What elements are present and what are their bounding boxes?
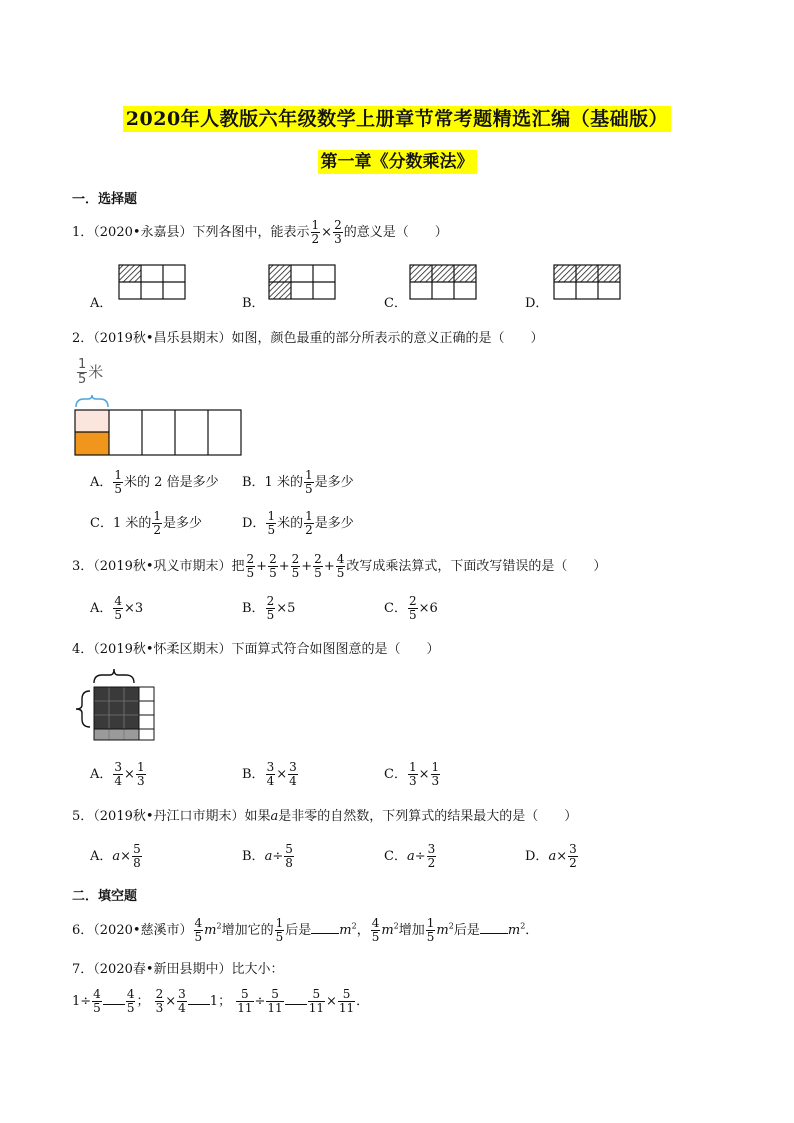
answer-blank[interactable] bbox=[285, 992, 307, 1005]
question-7: 7．（2020春•新田县期中）比大小： bbox=[72, 962, 284, 977]
q1-option-a-figure bbox=[118, 264, 186, 300]
answer-blank[interactable] bbox=[311, 921, 339, 934]
q7-comparisons: 1÷ $\frac{4}{5}$ $\frac{4}{5}$ ； $\frac{2}{3}$ × $\frac{3}{4}$ 1； $\frac{5}{11}$ ÷ $\frac{5}{11}$ $\frac{5}{11}$ × $\frac{5}{11}$ ． bbox=[72, 987, 370, 1015]
q5-option-d: D．a× $\frac{3}{2}$ bbox=[525, 842, 577, 870]
q2-bar-figure bbox=[74, 393, 244, 457]
q3-option-a: A． $\frac{4}{5}$ ×3 bbox=[90, 594, 144, 622]
section-choice-heading: 一．选择题 bbox=[72, 192, 138, 207]
q5-option-b: B．a÷ $\frac{5}{8}$ bbox=[242, 842, 293, 870]
q3-option-c: C． $\frac{2}{5}$ ×6 bbox=[384, 594, 438, 622]
q4-option-b: B． $\frac{3}{4}$ × $\frac{3}{4}$ bbox=[242, 760, 297, 788]
question-3: 3．（2019秋•巩义市期末）把 $\frac{2}{5}$ + $\frac{2}{5}$ + $\frac{2}{5}$ + $\frac{2}{5}$ + $\frac{4}{5}$ 改写成乘法算式，下面改写错误的是（ ） bbox=[72, 552, 607, 580]
page-title: 2020年人教版六年级数学上册章节常考题精选汇编（基础版） bbox=[0, 104, 794, 131]
fraction: $\frac{1}{2}$ bbox=[311, 218, 320, 246]
question-4: 4．（2019秋•怀柔区期末）下面算式符合如图图意的是（ ） bbox=[72, 642, 440, 657]
section-fill-heading: 二．填空题 bbox=[72, 889, 138, 904]
fraction: $\frac{2}{3}$ bbox=[334, 218, 342, 246]
q2-figure-label: $\frac{1}{5}$ 米 bbox=[78, 357, 104, 387]
q4-grid-figure bbox=[72, 667, 156, 745]
q4-option-a: A． $\frac{3}{4}$ × $\frac{1}{3}$ bbox=[90, 760, 145, 788]
q1-option-d-figure bbox=[553, 264, 621, 300]
q5-option-c: C．a÷ $\frac{3}{2}$ bbox=[384, 842, 436, 870]
chapter-subtitle: 第一章《分数乘法》 bbox=[0, 147, 794, 172]
q2-option-d: D． $\frac{1}{5}$ 米的 $\frac{1}{2}$ 是多少 bbox=[242, 509, 354, 537]
q2-option-c: C．1 米的 $\frac{1}{2}$ 是多少 bbox=[90, 509, 203, 537]
q5-option-a: A．a× $\frac{5}{8}$ bbox=[90, 842, 141, 870]
question-2: 2．（2019秋•昌乐县期末）如图，颜色最重的部分所表示的意义正确的是（ ） bbox=[72, 331, 544, 346]
answer-blank[interactable] bbox=[188, 992, 210, 1005]
q2-option-b: B．1 米的 $\frac{1}{5}$ 是多少 bbox=[242, 468, 354, 496]
q3-option-b: B． $\frac{2}{5}$ ×5 bbox=[242, 594, 296, 622]
q1-option-a-label: A． bbox=[90, 296, 113, 311]
q1-option-c-figure bbox=[409, 264, 477, 300]
question-6: 6．（2020•慈溪市） $\frac{4}{5}$ $m^2$增加它的 $\frac{1}{5}$ 后是 $m^2$， $\frac{4}{5}$ $m^2$增加 $\frac{1}{5}$ $m^2$后是 $m^2$． bbox=[72, 916, 539, 944]
q1-option-d-label: D． bbox=[525, 296, 549, 311]
q1-option-c-label: C． bbox=[384, 296, 407, 311]
q1-option-b-label: B． bbox=[242, 296, 265, 311]
q1-option-b-figure bbox=[268, 264, 336, 300]
answer-blank[interactable] bbox=[103, 992, 125, 1005]
answer-blank[interactable] bbox=[480, 921, 508, 934]
q2-option-a: A． $\frac{1}{5}$ 米的 2 倍是多少 bbox=[90, 468, 219, 496]
q4-option-c: C． $\frac{1}{3}$ × $\frac{1}{3}$ bbox=[384, 760, 440, 788]
question-1: 1．（2020•永嘉县）下列各图中，能表示 $\frac{1}{2}$ × $\frac{2}{3}$ 的意义是（ ） bbox=[72, 218, 448, 246]
question-5: 5．（2019秋•丹江口市期末）如果a是非零的自然数，下列算式的结果最大的是（ ） bbox=[72, 809, 578, 824]
